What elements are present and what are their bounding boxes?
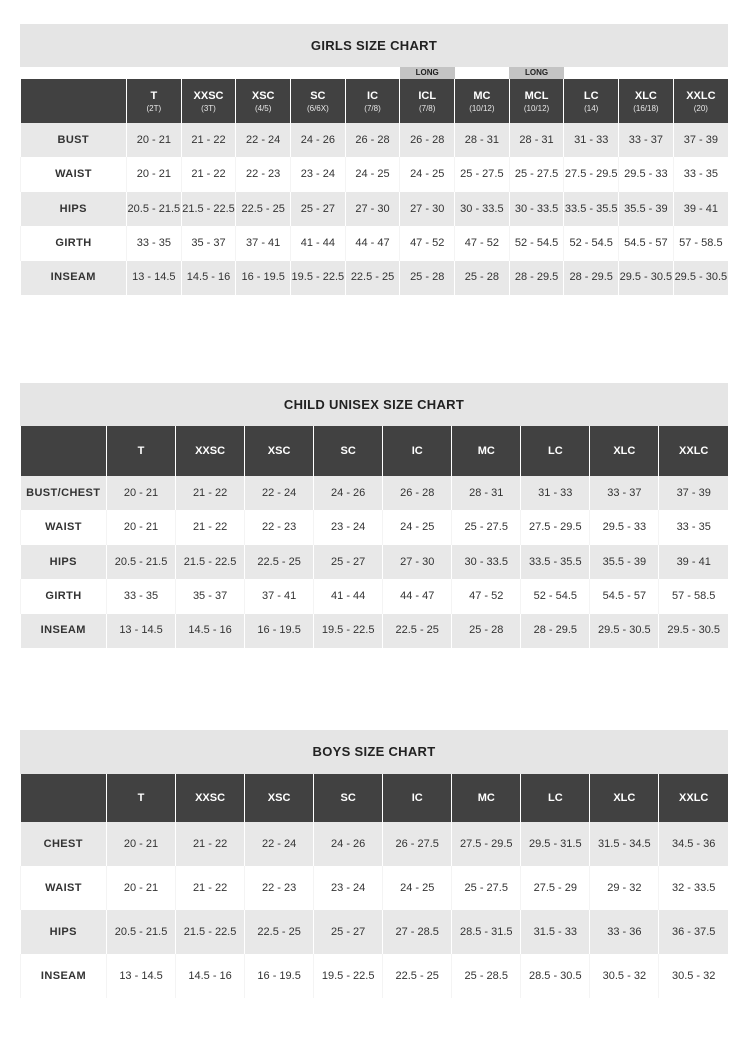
- size-equivalent: (4/5): [254, 103, 272, 113]
- measurement-value: 29.5 - 30.5: [659, 614, 728, 648]
- size-column-header: [619, 79, 674, 123]
- measurement-value: 13 - 14.5: [127, 261, 182, 295]
- measurement-value: 22.5 - 25: [345, 261, 400, 295]
- measurement-row: [21, 157, 729, 191]
- measurement-value: 25 - 27: [314, 910, 383, 954]
- size-equivalent: (7/8): [418, 103, 436, 113]
- measurement-label: INSEAM: [21, 261, 127, 295]
- size-equivalent: (6/6X): [306, 103, 329, 113]
- measurement-value: 22.5 - 25: [245, 910, 314, 954]
- measurement-value: 22 - 23: [245, 510, 314, 544]
- size-equivalent: (2T): [146, 103, 162, 113]
- measurement-value: 14.5 - 16: [176, 614, 245, 648]
- measurement-value: 24 - 25: [383, 510, 452, 544]
- measurement-value: 28 - 31: [509, 123, 564, 157]
- long-flag-spacer: [236, 67, 291, 79]
- measurement-value: 33.5 - 35.5: [521, 545, 590, 579]
- measurement-value: 52 - 54.5: [564, 226, 619, 260]
- size-column-header: [127, 79, 182, 123]
- size-column-header: [521, 426, 590, 476]
- measurement-value: 21 - 22: [176, 510, 245, 544]
- measurement-value: 22 - 24: [236, 123, 291, 157]
- size-name: XXLC: [679, 445, 709, 457]
- measurement-label: INSEAM: [21, 614, 107, 648]
- measurement-value: 16 - 19.5: [236, 261, 291, 295]
- size-name: XLC: [613, 792, 636, 804]
- measurement-value: 19.5 - 22.5: [314, 614, 383, 648]
- measurement-row: [21, 822, 729, 866]
- measurement-value: 35.5 - 39: [619, 192, 674, 226]
- size-column-header: [245, 774, 314, 822]
- measurement-value: 41 - 44: [291, 226, 346, 260]
- size-name: T: [137, 792, 145, 804]
- measurement-value: 21.5 - 22.5: [181, 192, 236, 226]
- measurement-value: 25 - 28.5: [452, 954, 521, 998]
- measurement-value: 21 - 22: [176, 476, 245, 510]
- size-column-header: [383, 426, 452, 476]
- measurement-value: 44 - 47: [345, 226, 400, 260]
- measurement-value: 27 - 30: [400, 192, 455, 226]
- measurement-value: 35 - 37: [176, 579, 245, 613]
- measurement-value: 26 - 27.5: [383, 822, 452, 866]
- size-column-header: [291, 79, 346, 123]
- measurement-value: 34.5 - 36: [659, 822, 728, 866]
- measurement-value: 28.5 - 31.5: [452, 910, 521, 954]
- size-name: XXLC: [679, 792, 709, 804]
- size-name: ICL: [418, 89, 437, 102]
- measurement-value: 24 - 25: [400, 157, 455, 191]
- long-flag-spacer: [291, 67, 346, 79]
- measurement-value: 57 - 58.5: [673, 226, 728, 260]
- size-name: XLC: [634, 89, 657, 102]
- measurement-value: 52 - 54.5: [509, 226, 564, 260]
- measurement-value: 32 - 33.5: [659, 866, 728, 910]
- measurement-label: INSEAM: [21, 954, 107, 998]
- measurement-value: 13 - 14.5: [107, 954, 176, 998]
- measurement-row: [21, 614, 729, 648]
- size-equivalent: (16/18): [633, 103, 659, 113]
- measurement-value: 29.5 - 33: [619, 157, 674, 191]
- size-equivalent: (3T): [201, 103, 216, 113]
- measurement-value: 30 - 33.5: [455, 192, 510, 226]
- measurement-row: [21, 954, 729, 998]
- size-name: LC: [583, 89, 599, 102]
- measurement-value: 33 - 36: [590, 910, 659, 954]
- measurement-row: [21, 545, 729, 579]
- measurement-value: 37 - 41: [245, 579, 314, 613]
- long-flag-spacer: [21, 67, 127, 79]
- measurement-value: 36 - 37.5: [659, 910, 728, 954]
- size-name: IC: [411, 445, 423, 457]
- size-name: MC: [477, 445, 495, 457]
- measurement-value: 29.5 - 33: [590, 510, 659, 544]
- long-flag-spacer: [345, 67, 400, 79]
- measurement-value: 22 - 23: [236, 157, 291, 191]
- size-column-header: [659, 774, 728, 822]
- measurement-value: 47 - 52: [452, 579, 521, 613]
- measurement-value: 35.5 - 39: [590, 545, 659, 579]
- measurement-value: 16 - 19.5: [245, 614, 314, 648]
- size-name: XLC: [613, 445, 636, 457]
- measurement-value: 24 - 26: [291, 123, 346, 157]
- measurement-value: 41 - 44: [314, 579, 383, 613]
- long-flag-spacer: [564, 67, 619, 79]
- measurement-value: 29.5 - 30.5: [619, 261, 674, 295]
- size-name: XSC: [267, 792, 291, 804]
- measurement-label: HIPS: [21, 192, 127, 226]
- measurement-value: 33 - 37: [590, 476, 659, 510]
- measurement-value: 21.5 - 22.5: [176, 545, 245, 579]
- unisex-chart-title: CHILD UNISEX SIZE CHART: [20, 383, 728, 426]
- measurement-value: 20 - 21: [107, 822, 176, 866]
- header-corner: [21, 426, 107, 476]
- size-name: LC: [547, 445, 563, 457]
- measurement-label: WAIST: [21, 510, 107, 544]
- measurement-row: [21, 579, 729, 613]
- measurement-value: 37 - 41: [236, 226, 291, 260]
- measurement-value: 21 - 22: [181, 123, 236, 157]
- measurement-value: 31.5 - 33: [521, 910, 590, 954]
- measurement-value: 33 - 35: [127, 226, 182, 260]
- measurement-value: 26 - 28: [345, 123, 400, 157]
- size-column-header: [659, 426, 728, 476]
- measurement-row: [21, 261, 729, 295]
- measurement-value: 21 - 22: [176, 822, 245, 866]
- measurement-value: 25 - 27.5: [452, 866, 521, 910]
- size-column-header: [107, 426, 176, 476]
- measurement-row: [21, 476, 729, 510]
- measurement-label: WAIST: [21, 157, 127, 191]
- measurement-value: 25 - 27: [314, 545, 383, 579]
- measurement-value: 44 - 47: [383, 579, 452, 613]
- measurement-value: 30.5 - 32: [590, 954, 659, 998]
- measurement-value: 24 - 25: [383, 866, 452, 910]
- size-name: LC: [547, 792, 563, 804]
- measurement-value: 22 - 24: [245, 476, 314, 510]
- measurement-label: CHEST: [21, 822, 107, 866]
- boys-chart-title: BOYS SIZE CHART: [20, 730, 728, 774]
- measurement-label: GIRTH: [21, 579, 107, 613]
- size-column-header: [314, 774, 383, 822]
- header-corner: [21, 79, 127, 123]
- size-column-header: [455, 79, 510, 123]
- measurement-row: [21, 123, 729, 157]
- size-name: SC: [340, 792, 356, 804]
- size-column-header: [314, 426, 383, 476]
- measurement-value: 26 - 28: [383, 476, 452, 510]
- measurement-value: 37 - 39: [659, 476, 728, 510]
- measurement-value: 21 - 22: [176, 866, 245, 910]
- measurement-row: [21, 866, 729, 910]
- measurement-value: 33 - 35: [659, 510, 728, 544]
- long-flag-row: [21, 67, 729, 79]
- measurement-value: 28 - 29.5: [521, 614, 590, 648]
- size-name: MC: [473, 89, 491, 102]
- measurement-value: 47 - 52: [400, 226, 455, 260]
- size-equivalent: (10/12): [523, 103, 550, 113]
- measurement-value: 28 - 29.5: [509, 261, 564, 295]
- measurement-value: 29.5 - 30.5: [590, 614, 659, 648]
- measurement-value: 39 - 41: [673, 192, 728, 226]
- girls-size-chart: [20, 24, 728, 295]
- size-column-header: [181, 79, 236, 123]
- measurement-value: 22.5 - 25: [236, 192, 291, 226]
- header-row: [21, 774, 729, 822]
- size-column-header: [452, 774, 521, 822]
- measurement-value: 33.5 - 35.5: [564, 192, 619, 226]
- long-flag-spacer: [127, 67, 182, 79]
- measurement-value: 16 - 19.5: [245, 954, 314, 998]
- size-name: MC: [477, 792, 495, 804]
- size-equivalent: (10/12): [469, 103, 495, 113]
- measurement-value: 22 - 23: [245, 866, 314, 910]
- measurement-value: 47 - 52: [455, 226, 510, 260]
- size-column-header: [590, 426, 659, 476]
- size-column-header: [176, 426, 245, 476]
- measurement-value: 20 - 21: [107, 476, 176, 510]
- measurement-value: 22 - 24: [245, 822, 314, 866]
- size-column-header: [176, 774, 245, 822]
- measurement-value: 20 - 21: [107, 866, 176, 910]
- long-flag: LONG: [400, 67, 455, 79]
- measurement-value: 28 - 31: [455, 123, 510, 157]
- long-flag-spacer: [181, 67, 236, 79]
- unisex-size-table: [20, 426, 728, 648]
- measurement-value: 37 - 39: [673, 123, 728, 157]
- size-name: XXLC: [686, 89, 716, 102]
- measurement-value: 14.5 - 16: [176, 954, 245, 998]
- size-equivalent: (14): [584, 103, 599, 113]
- measurement-value: 54.5 - 57: [619, 226, 674, 260]
- measurement-value: 25 - 27.5: [455, 157, 510, 191]
- measurement-value: 27.5 - 29.5: [521, 510, 590, 544]
- size-name: SC: [310, 89, 326, 102]
- size-name: SC: [340, 445, 356, 457]
- measurement-value: 33 - 37: [619, 123, 674, 157]
- measurement-value: 27 - 30: [345, 192, 400, 226]
- size-column-header: [383, 774, 452, 822]
- measurement-value: 20 - 21: [127, 123, 182, 157]
- measurement-value: 25 - 28: [452, 614, 521, 648]
- measurement-label: BUST/CHEST: [21, 476, 107, 510]
- measurement-value: 26 - 28: [400, 123, 455, 157]
- measurement-value: 20 - 21: [127, 157, 182, 191]
- long-flag-spacer: [619, 67, 674, 79]
- measurement-row: [21, 192, 729, 226]
- measurement-value: 23 - 24: [291, 157, 346, 191]
- unisex-size-chart: [20, 383, 728, 648]
- measurement-value: 24 - 26: [314, 822, 383, 866]
- measurement-value: 20 - 21: [107, 510, 176, 544]
- measurement-label: GIRTH: [21, 226, 127, 260]
- measurement-value: 22.5 - 25: [245, 545, 314, 579]
- measurement-value: 54.5 - 57: [590, 579, 659, 613]
- measurement-label: BUST: [21, 123, 127, 157]
- measurement-value: 27 - 30: [383, 545, 452, 579]
- measurement-value: 20.5 - 21.5: [107, 910, 176, 954]
- measurement-row: [21, 910, 729, 954]
- measurement-value: 21 - 22: [181, 157, 236, 191]
- measurement-row: [21, 510, 729, 544]
- size-name: T: [137, 445, 145, 457]
- size-name: IC: [367, 89, 379, 102]
- size-column-header: [564, 79, 619, 123]
- size-column-header: [590, 774, 659, 822]
- size-name: XXSC: [195, 445, 226, 457]
- measurement-value: 31 - 33: [564, 123, 619, 157]
- measurement-value: 27 - 28.5: [383, 910, 452, 954]
- long-flag-spacer: [673, 67, 728, 79]
- measurement-value: 28 - 31: [452, 476, 521, 510]
- measurement-value: 31.5 - 34.5: [590, 822, 659, 866]
- measurement-value: 52 - 54.5: [521, 579, 590, 613]
- measurement-value: 20.5 - 21.5: [127, 192, 182, 226]
- measurement-value: 39 - 41: [659, 545, 728, 579]
- size-name: T: [150, 89, 158, 102]
- measurement-value: 13 - 14.5: [107, 614, 176, 648]
- measurement-value: 30.5 - 32: [659, 954, 728, 998]
- measurement-value: 31 - 33: [521, 476, 590, 510]
- size-equivalent: (7/8): [364, 103, 381, 113]
- size-column-header: [245, 426, 314, 476]
- measurement-value: 19.5 - 22.5: [314, 954, 383, 998]
- long-flag-spacer: [455, 67, 510, 79]
- measurement-row: [21, 226, 729, 260]
- measurement-value: 23 - 24: [314, 510, 383, 544]
- header-corner: [21, 774, 107, 822]
- boys-size-table: [20, 774, 728, 998]
- size-name: XXSC: [195, 792, 226, 804]
- size-name: MCL: [524, 89, 549, 102]
- measurement-label: HIPS: [21, 910, 107, 954]
- measurement-value: 25 - 28: [455, 261, 510, 295]
- measurement-value: 25 - 27: [291, 192, 346, 226]
- measurement-value: 28.5 - 30.5: [521, 954, 590, 998]
- boys-size-chart: [20, 730, 728, 998]
- measurement-value: 27.5 - 29.5: [564, 157, 619, 191]
- size-column-header: [509, 79, 564, 123]
- size-name: IC: [411, 792, 423, 804]
- measurement-value: 33 - 35: [673, 157, 728, 191]
- girls-chart-title: GIRLS SIZE CHART: [20, 24, 728, 67]
- measurement-label: WAIST: [21, 866, 107, 910]
- measurement-value: 27.5 - 29.5: [452, 822, 521, 866]
- long-flag: LONG: [509, 67, 564, 79]
- measurement-value: 30 - 33.5: [509, 192, 564, 226]
- measurement-value: 24 - 25: [345, 157, 400, 191]
- measurement-value: 24 - 26: [314, 476, 383, 510]
- girls-size-table: [20, 67, 728, 295]
- measurement-value: 20.5 - 21.5: [107, 545, 176, 579]
- measurement-value: 25 - 27.5: [452, 510, 521, 544]
- measurement-value: 22.5 - 25: [383, 954, 452, 998]
- measurement-value: 25 - 27.5: [509, 157, 564, 191]
- measurement-value: 25 - 28: [400, 261, 455, 295]
- measurement-value: 33 - 35: [107, 579, 176, 613]
- measurement-value: 27.5 - 29: [521, 866, 590, 910]
- measurement-value: 19.5 - 22.5: [291, 261, 346, 295]
- measurement-value: 28 - 29.5: [564, 261, 619, 295]
- measurement-value: 35 - 37: [181, 226, 236, 260]
- measurement-value: 30 - 33.5: [452, 545, 521, 579]
- size-column-header: [107, 774, 176, 822]
- measurement-value: 29.5 - 31.5: [521, 822, 590, 866]
- size-name: XSC: [267, 445, 291, 457]
- measurement-value: 14.5 - 16: [181, 261, 236, 295]
- measurement-value: 29 - 32: [590, 866, 659, 910]
- measurement-value: 57 - 58.5: [659, 579, 728, 613]
- header-row: [21, 79, 729, 123]
- measurement-value: 21.5 - 22.5: [176, 910, 245, 954]
- size-column-header: [521, 774, 590, 822]
- header-row: [21, 426, 729, 476]
- size-name: XSC: [251, 89, 275, 102]
- measurement-value: 22.5 - 25: [383, 614, 452, 648]
- size-name: XXSC: [193, 89, 224, 102]
- measurement-value: 29.5 - 30.5: [673, 261, 728, 295]
- measurement-label: HIPS: [21, 545, 107, 579]
- size-column-header: [400, 79, 455, 123]
- size-equivalent: (20): [693, 103, 708, 113]
- size-column-header: [345, 79, 400, 123]
- measurement-value: 23 - 24: [314, 866, 383, 910]
- size-column-header: [452, 426, 521, 476]
- size-column-header: [673, 79, 728, 123]
- size-column-header: [236, 79, 291, 123]
